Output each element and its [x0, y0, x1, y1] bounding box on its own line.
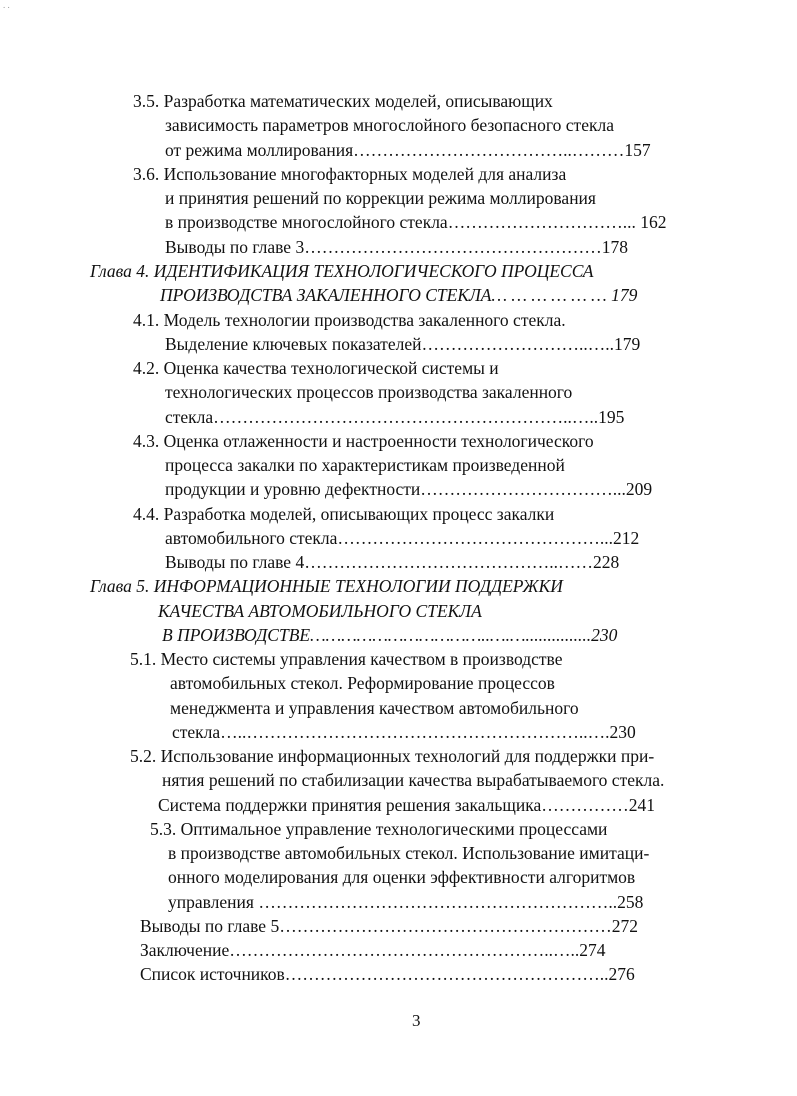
toc-entry-3-5-cont: от режима моллирования………………………………..………157 [165, 140, 651, 160]
toc-entry-conclusions-3: Выводы по главе 3……………………………………………178 [165, 237, 628, 257]
toc-entry-conclusion: Заключение………………………………………………..…..274 [140, 940, 606, 960]
toc-chapter-4: Глава 4. ИДЕНТИФИКАЦИЯ ТЕХНОЛОГИЧЕСКОГО ПРОЦЕССА [90, 261, 594, 281]
toc-entry-4-1-cont: Выделение ключевых показателей………………………..…..179 [165, 334, 641, 354]
toc-chapter-5-cont: КАЧЕСТВА АВТОМОБИЛЬНОГО СТЕКЛА [158, 601, 482, 621]
toc-entry-4-2-cont: стекла……………………………………………………..…..195 [165, 407, 625, 427]
toc-entry-3-5-cont: зависимость параметров многослойного безопасного стекла [165, 115, 614, 135]
toc-entry-4-4: 4.4. Разработка моделей, описывающих процесс закалки [133, 504, 555, 524]
toc-entry-3-5: 3.5. Разработка математических моделей, описывающих [133, 91, 553, 111]
toc-entry-5-2: 5.2. Использование информационных технологий для поддержки при- [130, 746, 655, 766]
toc-entry-4-2-cont: технологических процессов производства закаленного [165, 382, 573, 402]
page-marker: . . [3, 0, 10, 10]
toc-entry-5-1-cont: стекла…..…………………………………………………..….230 [172, 722, 636, 742]
toc-entry-5-2-cont: нятия решений по стабилизации качества вырабатываемого стекла. [162, 770, 665, 790]
toc-entry-4-1: 4.1. Модель технологии производства закаленного стекла. [133, 310, 566, 330]
toc-entry-4-4-cont: автомобильного стекла………………………………………...212 [165, 528, 640, 548]
toc-chapter-5-cont: В ПРОИЗВОДСТВЕ……………………………..….…...............230 [162, 625, 618, 645]
toc-chapter-4-cont: ПРОИЗВОДСТВА ЗАКАЛЕННОГО СТЕКЛА… … … … … … 179 [160, 285, 638, 305]
toc-entry-3-6-cont: в производстве многослойного стекла…………………………... 162 [165, 212, 667, 232]
toc-entry-5-3-cont: управления ……………………………………………………..258 [168, 892, 644, 912]
toc-entry-5-1-cont: автомобильных стекол. Реформирование процессов [170, 673, 555, 693]
toc-entry-conclusions-5: Выводы по главе 5…………………………………………………272 [140, 916, 638, 936]
toc-entry-4-3-cont: продукции и уровню дефектности……………………………...209 [165, 479, 653, 499]
toc-entry-3-6: 3.6. Использование многофакторных моделей для анализа [133, 164, 567, 184]
toc-entry-references: Список источников………………………………………………..276 [140, 964, 635, 984]
toc-entry-conclusions-4: Выводы по главе 4……………………………………..……228 [165, 552, 620, 572]
toc-chapter-5: Глава 5. ИНФОРМАЦИОННЫЕ ТЕХНОЛОГИИ ПОДДЕРЖКИ [90, 576, 563, 596]
toc-entry-4-2: 4.2. Оценка качества технологической системы и [133, 358, 499, 378]
toc-entry-5-3-cont: в производстве автомобильных стекол. Использование имитаци- [168, 843, 650, 863]
toc-entry-5-3: 5.3. Оптимальное управление технологическими процессами [150, 819, 608, 839]
toc-entry-5-2-cont: Система поддержки принятия решения закальщика……………241 [158, 795, 655, 815]
toc-entry-5-3-cont: онного моделирования для оценки эффективности алгоритмов [168, 867, 636, 887]
toc-entry-4-3: 4.3. Оценка отлаженности и настроенности технологического [133, 431, 594, 451]
toc-entry-4-3-cont: процесса закалки по характеристикам произведенной [165, 455, 565, 475]
toc-entry-5-1: 5.1. Место системы управления качеством в производстве [130, 649, 563, 669]
toc-entry-3-6-cont: и принятия решений по коррекции режима моллирования [165, 188, 596, 208]
page-number: 3 [412, 1011, 421, 1030]
toc-entry-5-1-cont: менеджмента и управления качеством автомобильного [170, 698, 579, 718]
